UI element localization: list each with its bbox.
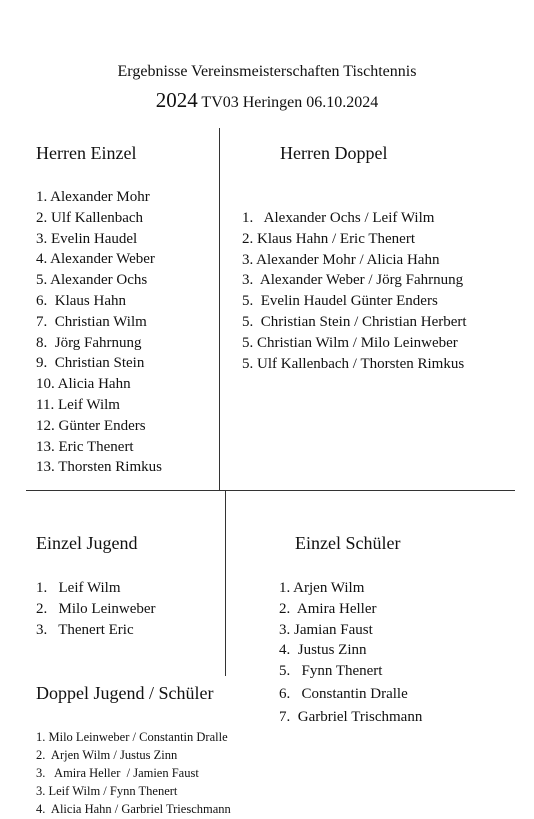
list-item: 5. Christian Wilm / Milo Leinweber <box>242 334 458 351</box>
list-item: 3. Thenert Eric <box>36 621 134 638</box>
list-item: 3. Jamian Faust <box>279 621 373 638</box>
einzel-schueler-list <box>279 578 422 728</box>
doppel-jugend-schueler-heading: Doppel Jugend / Schüler <box>36 683 214 703</box>
list-item: 3. Leif Wilm / Fynn Thenert <box>36 784 178 798</box>
list-item: 3. Evelin Haudel <box>36 230 138 247</box>
vertical-divider-top <box>219 128 220 490</box>
herren-doppel-list <box>242 208 467 374</box>
year: 2024 <box>155 88 198 112</box>
list-item: 6. Constantin Dralle <box>279 685 408 702</box>
list-item: 3. Amira Heller / Jamien Faust <box>36 766 199 780</box>
list-item: 13. Thorsten Rimkus <box>36 459 162 476</box>
herren-doppel-heading: Herren Doppel <box>280 143 388 163</box>
doppel-jugend-schueler-list <box>36 728 231 818</box>
list-item: 5. Christian Stein / Christian Herbert <box>242 313 467 330</box>
list-item: 13. Eric Thenert <box>36 438 134 455</box>
list-item: 1. Alexander Ochs / Leif Wilm <box>242 210 435 226</box>
list-item: 11. Leif Wilm <box>36 396 120 413</box>
list-item: 2. Amira Heller <box>279 600 377 617</box>
list-item: 5. Alexander Ochs <box>36 272 148 289</box>
list-item: 7. Christian Wilm <box>36 313 147 330</box>
list-item: 5. Ulf Kallenbach / Thorsten Rimkus <box>242 355 465 372</box>
list-item: 1. Alexander Mohr <box>36 189 150 205</box>
list-item: 2. Ulf Kallenbach <box>36 209 144 226</box>
list-item: 1. Leif Wilm <box>36 580 121 596</box>
list-item: 4. Alicia Hahn / Garbriel Trieschmann <box>36 802 231 816</box>
list-item: 3. Alexander Weber / Jörg Fahrnung <box>242 272 464 289</box>
list-item: 9. Christian Stein <box>36 355 145 372</box>
document-title: Ergebnisse Vereinsmeisterschaften Tischtennis <box>117 63 417 80</box>
list-item: 2. Klaus Hahn / Eric Thenert <box>242 230 416 247</box>
einzel-jugend-list <box>36 578 156 640</box>
horizontal-divider <box>26 490 515 491</box>
club-date: TV03 Heringen 06.10.2024 <box>201 94 379 111</box>
list-item: 5. Evelin Haudel Günter Enders <box>242 293 438 310</box>
einzel-schueler-heading: Einzel Schüler <box>295 533 401 553</box>
list-item: 6. Klaus Hahn <box>36 292 126 309</box>
list-item: 4. Justus Zinn <box>279 642 367 659</box>
document-subtitle <box>0 88 534 113</box>
list-item: 4. Alexander Weber <box>36 251 155 268</box>
list-item: 10. Alicia Hahn <box>36 376 131 393</box>
list-item: 5. Fynn Thenert <box>279 663 383 680</box>
list-item: 2. Milo Leinweber <box>36 600 156 617</box>
herren-einzel-list <box>36 187 162 478</box>
vertical-divider-bottom <box>225 490 226 676</box>
list-item: 12. Günter Enders <box>36 417 146 434</box>
list-item: 8. Jörg Fahrnung <box>36 334 142 351</box>
einzel-jugend-heading: Einzel Jugend <box>36 533 138 553</box>
herren-einzel-heading: Herren Einzel <box>36 143 137 163</box>
list-item: 2. Arjen Wilm / Justus Zinn <box>36 748 178 762</box>
list-item: 7. Garbriel Trischmann <box>279 708 423 725</box>
list-item: 1. Milo Leinweber / Constantin Dralle <box>36 730 228 744</box>
list-item: 3. Alexander Mohr / Alicia Hahn <box>242 251 440 268</box>
list-item: 1. Arjen Wilm <box>279 580 365 596</box>
